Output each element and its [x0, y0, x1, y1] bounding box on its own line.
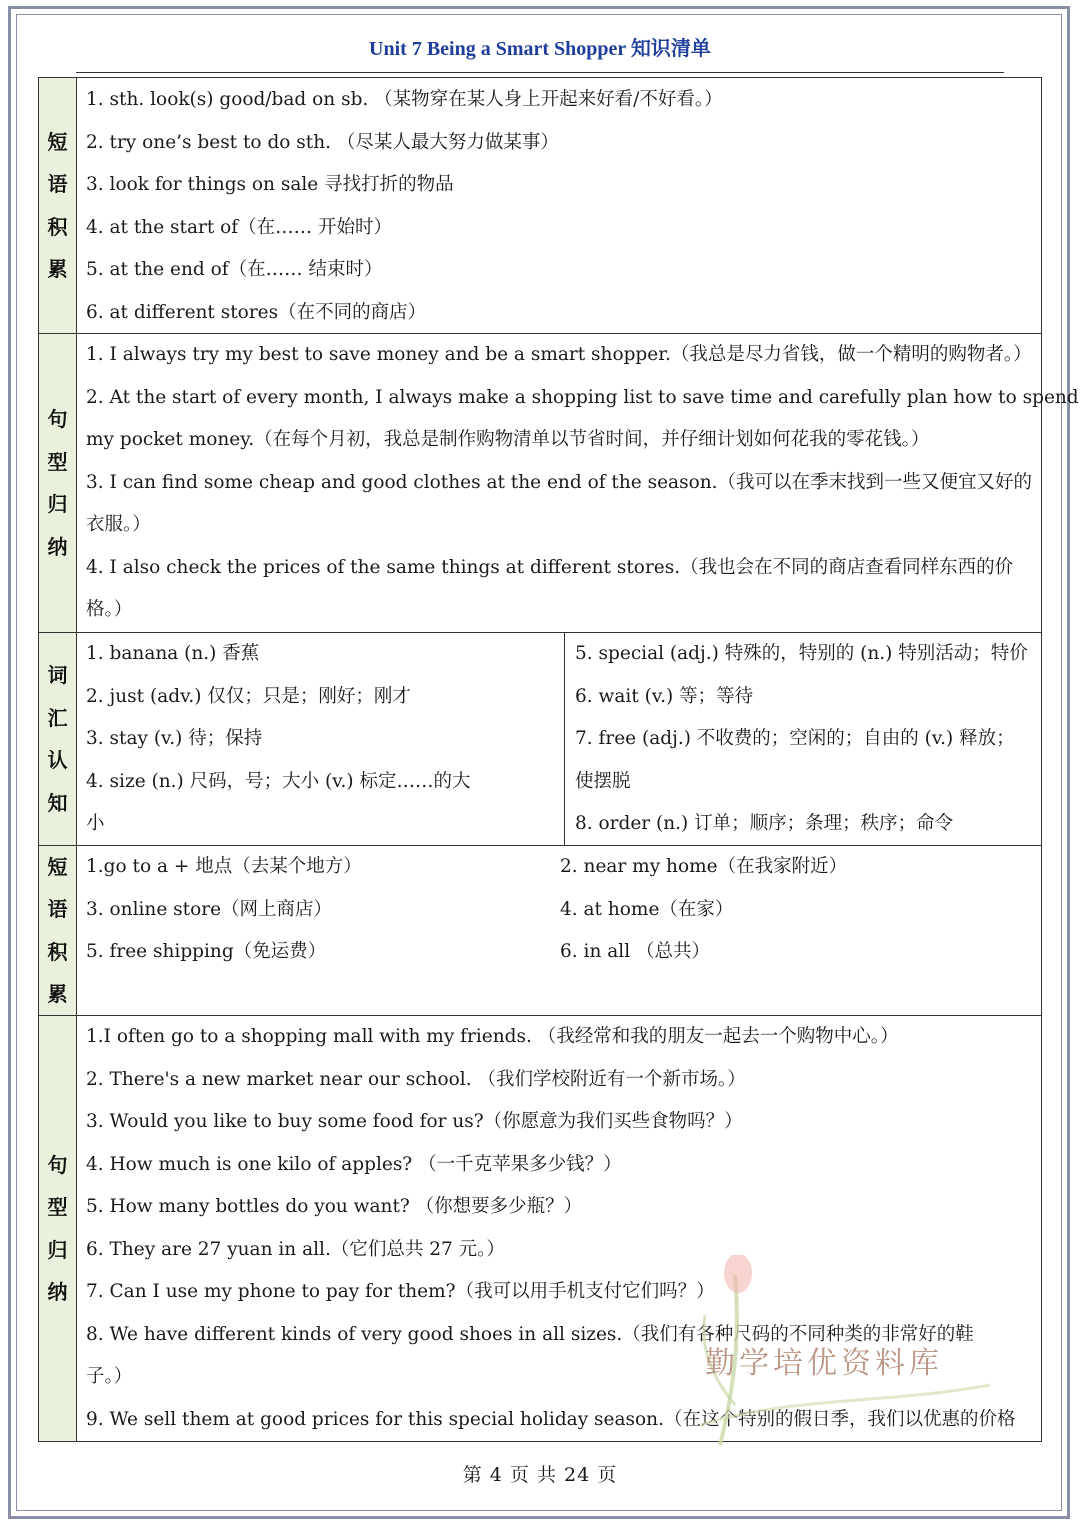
section-label: 短 语 积 累 [39, 78, 77, 333]
section-body [77, 846, 1041, 1015]
list-item: 2. There's a new market near our school. （我们学校附近有一个新市场。） [86, 1068, 746, 1090]
list-item: 8. order (n.) 订单；顺序；条理；秩序；命令 [575, 813, 954, 834]
list-item: 7. free (adj.) 不收费的；空闲的；自由的 (v.) 释放； [575, 728, 1015, 749]
list-item: 6. wait (v.) 等；等待 [575, 685, 754, 707]
list-item: 使摆脱 [575, 770, 631, 792]
section-label: 短 语 积 累 [39, 846, 77, 1015]
list-item: 2. just (adv.) 仅仅；只是；刚好；刚才 [86, 685, 411, 707]
list-item: 4. size (n.) 尺码，号；大小 (v.) 标定……的大 [86, 770, 471, 792]
column-divider [564, 633, 565, 845]
list-item: my pocket money.（在每个月初，我总是制作购物清单以节省时间，并仔细计划如何花我的零花钱。） [86, 429, 930, 450]
phrases-left-column [86, 846, 362, 974]
list-item: 1.go to a + 地点（去某个地方） [86, 856, 362, 877]
section-label: 句 型 归 纳 [39, 334, 77, 632]
list-item: 4. How much is one kilo of apples? （一千克苹果多少钱？） [86, 1153, 622, 1175]
list-item: 4. at home（在家） [560, 898, 734, 920]
list-item: 子。） [86, 1366, 133, 1387]
list-item: 3. look for things on sale 寻找打折的物品 [86, 174, 454, 195]
list-item: 5. How many bottles do you want? （你想要多少瓶？） [86, 1196, 583, 1217]
list-item: 2. At the start of every month, I always make a shopping list to save time and carefully plan how to spend [86, 386, 1079, 408]
list-item: 4. at the start of（在…… 开始时） [86, 216, 393, 238]
list-item: 2. near my home（在我家附近） [560, 856, 848, 877]
list-item: 2. try one’s best to do sth. （尽某人最大努力做某事） [86, 131, 559, 153]
section-vocabulary [39, 633, 1041, 846]
list-item: 3. online store（网上商店） [86, 898, 333, 920]
list-item: 格。） [86, 599, 133, 620]
list-item: 5. at the end of（在…… 结束时） [86, 259, 383, 280]
list-item: 1.I often go to a shopping mall with my friends. （我经常和我的朋友一起去一个购物中心。） [86, 1026, 899, 1047]
list-item: 1. I always try my best to save money and be a smart shopper.（我总是尽力省钱，做一个精明的购物者。） [86, 344, 1032, 365]
page-number: 第 4 页 共 24 页 [462, 1464, 618, 1486]
section-body [77, 78, 1041, 333]
knowledge-table [38, 77, 1079, 1442]
list-item: 6. at different stores（在不同的商店） [86, 301, 427, 323]
section-sentences-1 [39, 334, 1079, 633]
list-item: 6. They are 27 yuan in all.（它们总共 27 元。） [86, 1238, 505, 1260]
page-title: Unit 7 Being a Smart Shopper 知识清单 [369, 38, 711, 60]
list-item: 3. stay (v.) 待；保持 [86, 728, 263, 749]
list-item: 1. sth. look(s) good/bad on sb. （某物穿在某人身上开起来好看/不好看。） [86, 89, 723, 110]
phrases-right-column [560, 846, 847, 974]
section-phrases-2 [39, 846, 1041, 1016]
list-item: 9. We sell them at good prices for this special holiday season.（在这个特别的假日季，我们以优惠的价格 [86, 1408, 1016, 1430]
list-item: 5. special (adj.) 特殊的，特别的 (n.) 特别活动；特价 [575, 643, 1028, 664]
section-label: 词 汇 认 知 [39, 633, 77, 845]
vocab-left-column [86, 633, 470, 846]
list-item: 7. Can I use my phone to pay for them?（我可以用手机支付它们吗？） [86, 1281, 715, 1302]
header-divider [76, 72, 1004, 73]
list-item: 小 [86, 813, 105, 834]
list-item: 衣服。） [86, 514, 151, 535]
list-item: 5. free shipping（免运费） [86, 941, 327, 962]
list-item: 8. We have different kinds of very good shoes in all sizes.（我们有各种尺码的不同种类的非常好的鞋 [86, 1323, 974, 1345]
list-item: 1. banana (n.) 香蕉 [86, 643, 260, 664]
watermark-text: 勤学培优资料库 [705, 1346, 943, 1381]
list-item: 3. I can find some cheap and good clothes at the end of the season.（我可以在季末找到一些又便宜又好的 [86, 471, 1033, 493]
section-phrases-1 [39, 78, 1041, 334]
section-body [77, 334, 1079, 632]
section-label: 句 型 归 纳 [39, 1016, 77, 1441]
section-body [77, 633, 1041, 845]
list-item: 4. I also check the prices of the same things at different stores.（我也会在不同的商店查看同样东西的价 [86, 556, 1014, 578]
vocab-right-column [575, 633, 1028, 846]
list-item: 6. in all （总共） [560, 941, 710, 962]
list-item: 3. Would you like to buy some food for us?（你愿意为我们买些食物吗？） [86, 1111, 743, 1132]
